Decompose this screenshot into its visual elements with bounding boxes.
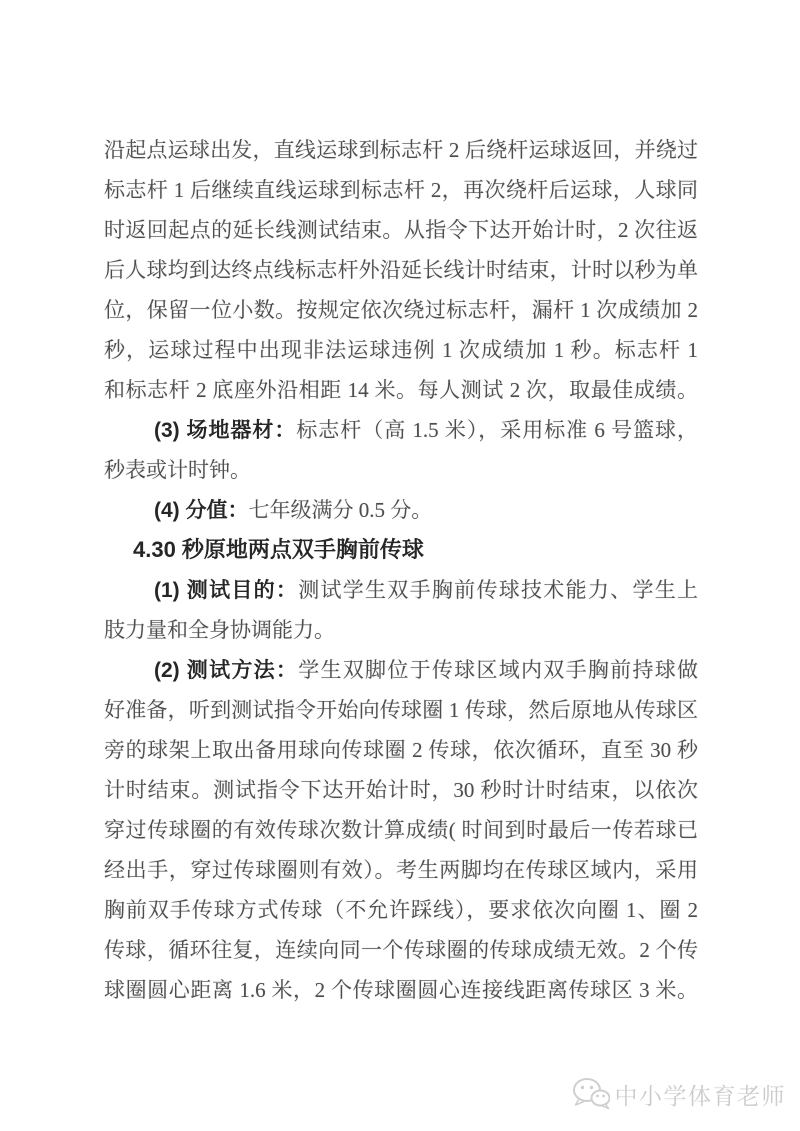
text-segment: 秒表或计时钟。 [104, 458, 251, 482]
text-segment: 计时结束。测试指令下达开始计时，30 秒时计时结束，以依次 [104, 778, 698, 802]
text-segment: 好准备，听到测试指令开始向传球圈 1 传球，然后原地从传球区 [104, 698, 698, 722]
text-segment: 测试学生双手胸前传球技术能力、学生上 [298, 578, 698, 602]
text-segment: 七年级满分 0.5 分。 [248, 498, 433, 522]
text-line [104, 690, 698, 730]
text-line [104, 610, 698, 650]
text-segment: 肢力量和全身协调能力。 [104, 618, 335, 642]
text-line [104, 970, 698, 1010]
text-segment: 秒，运球过程中出现非法运球违例 1 次成绩加 1 秒。标志杆 1 [104, 338, 698, 362]
text-line [104, 450, 698, 490]
text-line [104, 210, 698, 250]
text-segment: 穿过传球圈的有效传球次数计算成绩( 时间到时最后一传若球已 [104, 818, 698, 842]
text-segment: 经出手，穿过传球圈则有效）。考生两脚均在传球区域内，采用 [104, 858, 698, 882]
heading-segment: (2) 测试方法： [154, 659, 299, 682]
text-line [104, 890, 698, 930]
text-line [104, 490, 698, 530]
text-segment: 标志杆 1 后继续直线运球到标志杆 2，再次绕杆后运球，人球同 [104, 178, 698, 202]
text-line [104, 130, 698, 170]
text-line [104, 730, 698, 770]
text-line [104, 290, 698, 330]
text-line [104, 930, 698, 970]
text-segment: 时返回起点的延长线测试结束。从指令下达开始计时，2 次往返 [104, 218, 698, 242]
text-line [104, 410, 698, 450]
text-line [104, 570, 698, 610]
text-line [104, 650, 698, 690]
text-segment: 和标志杆 2 底座外沿相距 14 米。每人测试 2 次，取最佳成绩。 [104, 378, 698, 402]
text-line [104, 810, 698, 850]
text-segment: 旁的球架上取出备用球向传球圈 2 传球，依次循环，直至 30 秒 [104, 738, 698, 762]
text-segment: 胸前双手传球方式传球（不允许踩线），要求依次向圈 1、圈 2 [104, 898, 698, 922]
heading-segment: (1) 测试目的： [154, 579, 299, 602]
text-segment: 球圈圆心距离 1.6 米，2 个传球圈圆心连接线距离传球区 3 米。 [104, 978, 698, 1002]
wechat-icon [572, 1077, 610, 1111]
text-line [104, 530, 698, 570]
heading-segment: 4.30 秒原地两点双手胸前传球 [133, 537, 424, 562]
text-segment: 标志杆（高 1.5 米），采用标准 6 号篮球， [296, 418, 698, 442]
heading-segment: (3) 场地器材： [154, 419, 297, 442]
text-line [104, 330, 698, 370]
heading-segment: (4) 分值： [154, 499, 249, 522]
watermark-label: 中小学体育老师 [614, 1082, 786, 1109]
text-segment: 沿起点运球出发，直线运球到标志杆 2 后绕杆运球返回，并绕过 [104, 138, 698, 162]
watermark [572, 1077, 787, 1111]
text-segment: 位，保留一位小数。按规定依次绕过标志杆，漏杆 1 次成绩加 2 [104, 298, 698, 322]
text-segment: 传球，循环往复，连续向同一个传球圈的传球成绩无效。2 个传 [104, 938, 698, 962]
text-line [104, 170, 698, 210]
document-body [104, 130, 698, 1010]
text-line [104, 770, 698, 810]
text-line [104, 250, 698, 290]
text-segment: 后人球均到达终点线标志杆外沿延长线计时结束，计时以秒为单 [104, 258, 698, 282]
text-line [104, 370, 698, 410]
text-line [104, 850, 698, 890]
text-segment: 学生双脚位于传球区域内双手胸前持球做 [298, 658, 698, 682]
